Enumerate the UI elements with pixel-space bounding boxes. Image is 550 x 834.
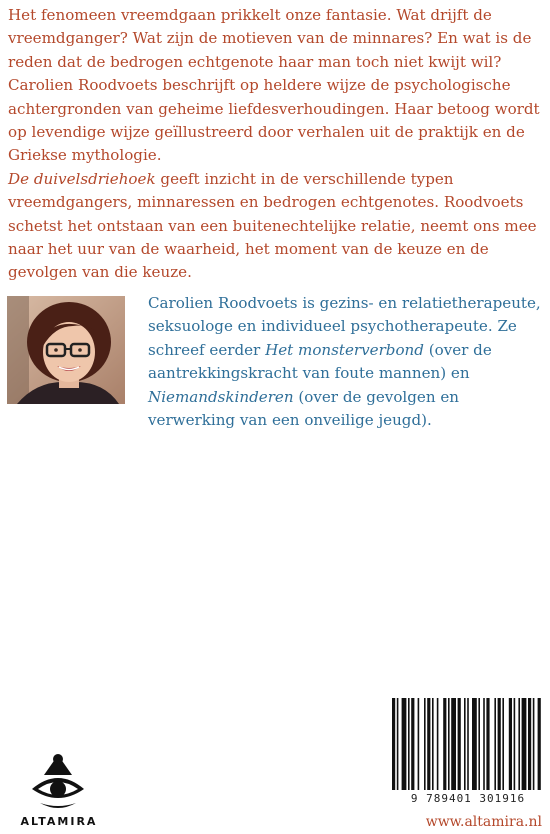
barcode-bar xyxy=(392,698,395,790)
author-portrait-icon xyxy=(7,296,125,404)
barcode-bar xyxy=(528,698,531,790)
isbn-number: 9 789401 301916 xyxy=(410,792,526,805)
publisher-website[interactable]: www.altamira.nl xyxy=(425,814,542,830)
author-photo xyxy=(7,296,125,404)
barcode-bar xyxy=(472,698,477,790)
blurb-paragraph-2 xyxy=(8,168,544,285)
barcode-bar xyxy=(522,698,527,790)
barcode-bar xyxy=(427,698,430,790)
publisher-name: ALTAMIRA xyxy=(20,815,98,828)
barcode-bars-icon xyxy=(378,694,548,790)
back-cover-blurb xyxy=(8,4,544,285)
barcode-bar xyxy=(467,698,469,790)
barcode-bar xyxy=(451,698,456,790)
barcode-bar xyxy=(418,698,420,790)
barcode-bar xyxy=(533,698,535,790)
blurb-paragraph-1: Het fenomeen vreemdgaan prikkelt onze fantasie. Wat drijft de vreemdganger? Wat zijn de motieven van de minnares? En wat is de reden dat de bedrogen echtgenote haar man toch niet kwijt wil? Carolien Roodvoets beschrijft op heldere wijze de psychologische achtergronden van geheime liefdesverhoudingen. Haar betoog wordt op levendige wijze geïllustreerd door verhalen uit de praktijk en de Griekse mythologie. xyxy=(8,6,540,165)
barcode-bar xyxy=(478,698,480,790)
barcode-bar xyxy=(458,698,461,790)
barcode-bar xyxy=(437,698,439,790)
bio-text-2: (over de aantrekkingskracht van foute mannen) en xyxy=(148,340,492,383)
barcode-bar xyxy=(518,698,520,790)
bio-text-3: (over de gevolgen en verwerking van een onveilige jeugd). xyxy=(148,387,460,430)
altamira-eye-icon xyxy=(18,745,98,815)
barcode-bar xyxy=(424,698,426,790)
barcode-bar xyxy=(502,698,504,790)
barcode-bar xyxy=(408,698,410,790)
barcode-bar xyxy=(514,698,516,790)
book-title-italic: De duivelsdriehoek xyxy=(8,169,156,188)
barcode-bar xyxy=(402,698,407,790)
bio-book-title-1: Het monsterverbond xyxy=(265,340,424,359)
barcode-bar xyxy=(494,698,496,790)
barcode-bar xyxy=(498,698,501,790)
barcode-bar xyxy=(448,698,450,790)
bio-text-1: Carolien Roodvoets is gezins- en relatietherapeute, seksuologe en individueel psychotherapeute. Ze schreef eerder xyxy=(148,294,541,359)
barcode-bar xyxy=(483,698,485,790)
barcode-bar xyxy=(443,698,446,790)
barcode-bar xyxy=(538,698,541,790)
blurb-paragraph-2-text: geeft inzicht in de verschillende typen vreemdgangers, minnaressen en bedrogen echtgenotes. Roodvoets schetst het ontstaan van een buitenechtelijke relatie, neemt ons mee naar het uur van de waarheid, het moment van de keuze en de gevolgen van die keuze. xyxy=(8,169,537,282)
bio-book-title-2: Niemandskinderen xyxy=(148,387,294,406)
barcode-bar xyxy=(464,698,466,790)
barcode-bar xyxy=(432,698,434,790)
author-bio xyxy=(148,292,548,432)
barcode-bar xyxy=(397,698,399,790)
barcode-bar xyxy=(509,698,512,790)
barcode-bar xyxy=(411,698,414,790)
barcode-bar xyxy=(486,698,489,790)
